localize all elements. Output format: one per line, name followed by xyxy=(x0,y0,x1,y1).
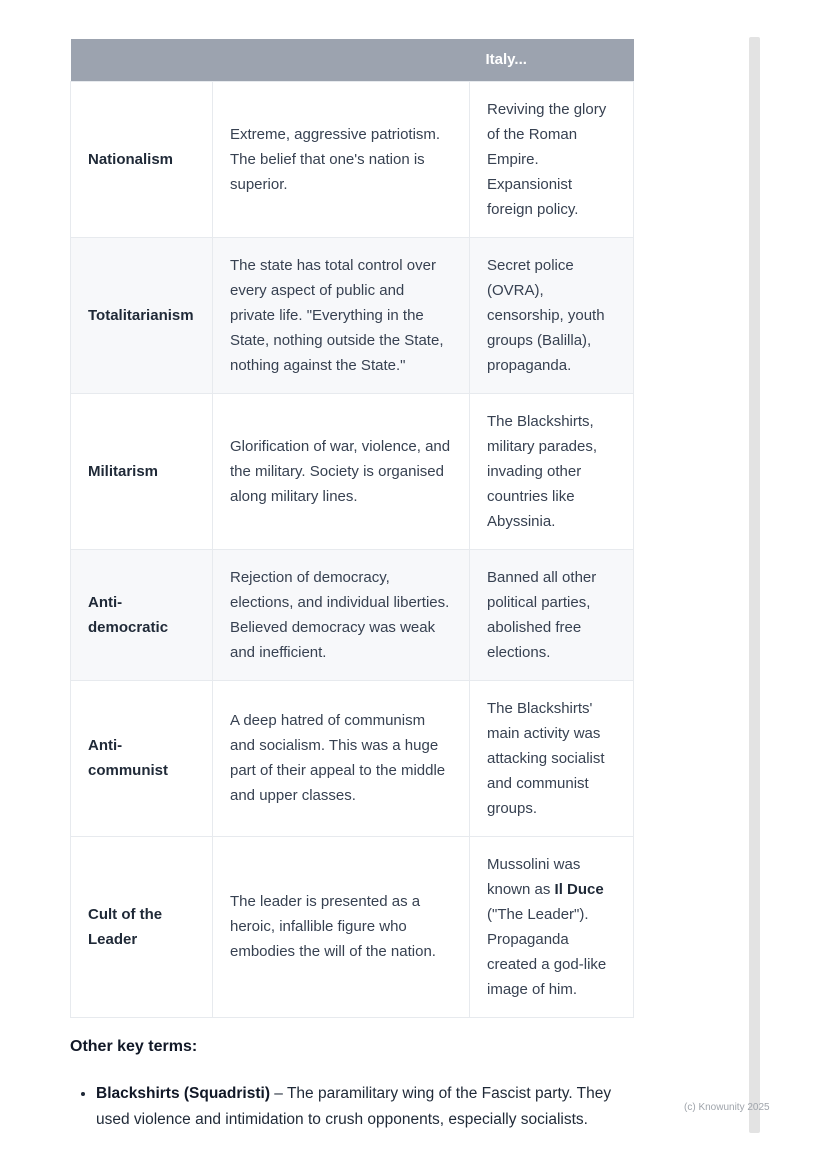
watermark-text: (c) Knowunity 2025 xyxy=(684,1102,770,1113)
italy-cell: Reviving the glory of the Roman Empire. Expansionist foreign policy. xyxy=(470,81,634,237)
definition-cell: Extreme, aggressive patriotism. The belief that one's nation is superior. xyxy=(213,81,470,237)
other-key-terms-heading: Other key terms: xyxy=(70,1038,198,1055)
table-row-anti-democratic xyxy=(71,549,634,680)
definition-cell: Rejection of democracy, elections, and individual liberties. Believed democracy was weak and inefficient. xyxy=(213,549,470,680)
italy-text-post: ("The Leader"). Propaganda created a god-like image of him. xyxy=(487,905,607,998)
list-item-blackshirts xyxy=(96,1081,636,1133)
italy-cell: The Blackshirts, military parades, invading other countries like Abyssinia. xyxy=(470,393,634,549)
italy-cell: Banned all other political parties, abolished free elections. xyxy=(470,549,634,680)
term-cell: Anti-communist xyxy=(71,680,213,836)
definition-cell: The state has total control over every aspect of public and private life. "Everything in the State, nothing outside the State, nothing against the State." xyxy=(213,237,470,393)
header-term xyxy=(71,39,213,81)
list-item-text: – The paramilitary wing of the Fascist party. They used violence and intimidation to crush opponents, especially socialists. xyxy=(96,1085,612,1128)
italy-cell: Secret police (OVRA), censorship, youth groups (Balilla), propaganda. xyxy=(470,237,634,393)
header-definition xyxy=(213,39,470,81)
term-cell: Cult of the Leader xyxy=(71,836,213,1017)
table-row-totalitarianism xyxy=(71,237,634,393)
italy-text-pre: Mussolini was known as xyxy=(487,855,581,898)
fascism-terms-table xyxy=(70,39,634,1018)
table-row-cult-of-the-leader xyxy=(71,836,634,1017)
definition-cell: The leader is presented as a heroic, infallible figure who embodies the will of the nation. xyxy=(213,836,470,1017)
term-cell: Anti-democratic xyxy=(71,549,213,680)
table-header-row xyxy=(71,39,634,81)
term-cell: Nationalism xyxy=(71,81,213,237)
italy-text-bold: Il Duce xyxy=(554,880,604,898)
key-terms-list xyxy=(70,1081,636,1133)
definition-cell: A deep hatred of communism and socialism. This was a huge part of their appeal to the middle and upper classes. xyxy=(213,680,470,836)
italy-cell xyxy=(470,836,634,1017)
italy-cell: The Blackshirts' main activity was attacking socialist and communist groups. xyxy=(470,680,634,836)
term-cell: Totalitarianism xyxy=(71,237,213,393)
scrollbar[interactable] xyxy=(749,37,760,1133)
term-cell: Militarism xyxy=(71,393,213,549)
table-row-anti-communist xyxy=(71,680,634,836)
list-item-term: Blackshirts (Squadristi) xyxy=(96,1085,270,1102)
definition-cell: Glorification of war, violence, and the military. Society is organised along military lines. xyxy=(213,393,470,549)
table-row-nationalism xyxy=(71,81,634,237)
header-italy: Italy... xyxy=(470,39,634,81)
table-row-militarism xyxy=(71,393,634,549)
